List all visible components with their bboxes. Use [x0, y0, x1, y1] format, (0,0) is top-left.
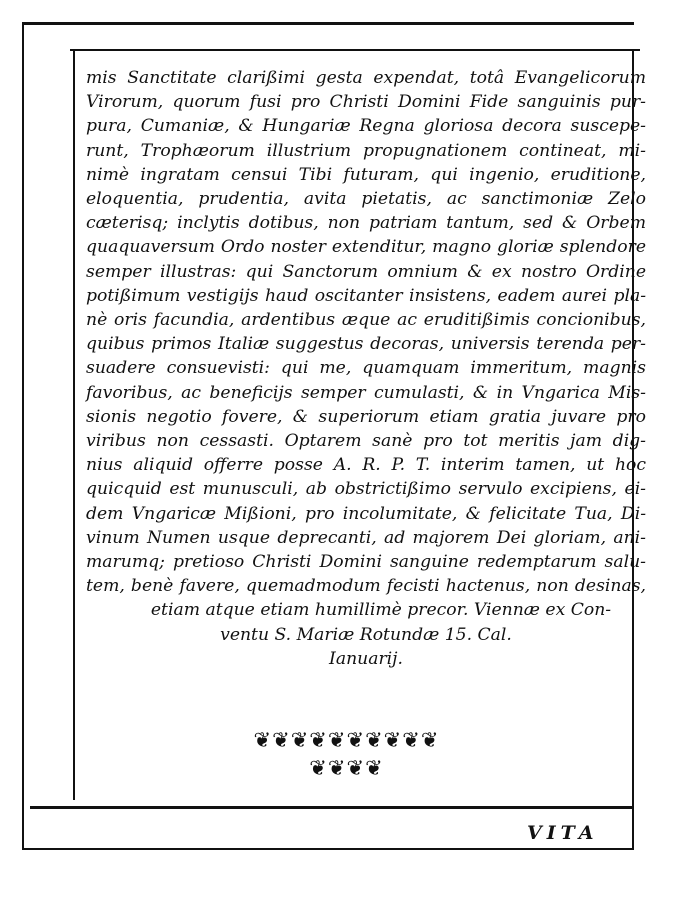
text-line: quibus primos Italiæ suggestus decoras, universis terenda per-	[86, 334, 646, 355]
closing-line: ventu S. Mariæ Rotundæ 15. Cal.	[220, 624, 512, 645]
left-rule-inner	[73, 50, 75, 800]
text-line: semper illustras: qui Sanctorum omnium & ex nostro Ordine	[86, 261, 646, 282]
text-line: mis Sanctitate clarißimi gesta expendat, totâ Evangelicorum	[86, 68, 646, 88]
text-line: nimè ingratam censui Tibi futuram, qui ingenio, eruditione,	[86, 164, 646, 185]
text-line: nè oris facundia, ardentibus æque ac eruditißimis concionibus,	[86, 310, 646, 331]
text-line: runt, Trophæorum illustrium propugnationem contineat, mi-	[86, 140, 646, 161]
fleuron-ornament-row: ❦❦❦❦❦❦❦❦❦❦	[253, 728, 440, 752]
text-line: eloquentia, prudentia, avita pietatis, ac sanctimoniæ Zelo	[86, 189, 646, 210]
fleuron-ornament-row: ❦❦❦❦	[309, 756, 384, 780]
text-line: suadere consuevisti: qui me, quamquam immeritum, magnis	[86, 358, 646, 379]
text-line: cæterisq; inclytis dotibus, non patriam tantum, sed & Orbem	[86, 213, 646, 234]
text-line: quaquaversum Ordo noster extenditur, magno gloriæ splendore	[86, 237, 646, 258]
left-rule-outer	[22, 24, 24, 850]
top-rule-inner	[70, 49, 640, 51]
bottom-rule	[30, 806, 632, 809]
top-rule	[22, 22, 634, 25]
footer-rule	[22, 848, 634, 850]
text-line: tem, benè favere, quemadmodum fecisti hactenus, non desinas,	[86, 576, 646, 597]
text-line: nius aliquid offerre posse A. R. P. T. interim tamen, ut hoc	[86, 455, 646, 476]
text-line: Virorum, quorum fusi pro Christi Domini Fide sanguinis pur-	[86, 92, 646, 113]
text-line: pura, Cumaniæ, & Hungariæ Regna gloriosa decora suscepe-	[86, 116, 646, 137]
text-line: sionis negotio fovere, & superiorum etiam gratia juvare pro	[86, 406, 646, 427]
text-line: favoribus, ac beneficijs semper cumulasti, & in Vngarica Mis-	[86, 382, 646, 403]
text-line: vinum Numen usque deprecanti, ad majorem Dei gloriam, ani-	[86, 527, 646, 548]
text-line: marumq; pretioso Christi Domini sanguine redemptarum salu-	[86, 552, 646, 573]
catchword: VITA	[527, 822, 599, 844]
closing-line: etiam atque etiam humillimè precor. Viennæ ex Con-	[150, 600, 612, 621]
closing-line: Ianuarij.	[329, 648, 403, 669]
text-line: quicquid est munusculi, ab obstrictißimo servulo excipiens, ei-	[86, 479, 646, 500]
dedication-text	[86, 66, 646, 671]
text-line: dem Vngaricæ Mißioni, pro incolumitate, & felicitate Tua, Di-	[86, 503, 646, 524]
text-line: viribus non cessasti. Optarem sanè pro tot meritis jam dig-	[86, 431, 646, 452]
text-line: potißimum vestigijs haud oscitanter insistens, eadem aurei pla-	[86, 285, 646, 306]
